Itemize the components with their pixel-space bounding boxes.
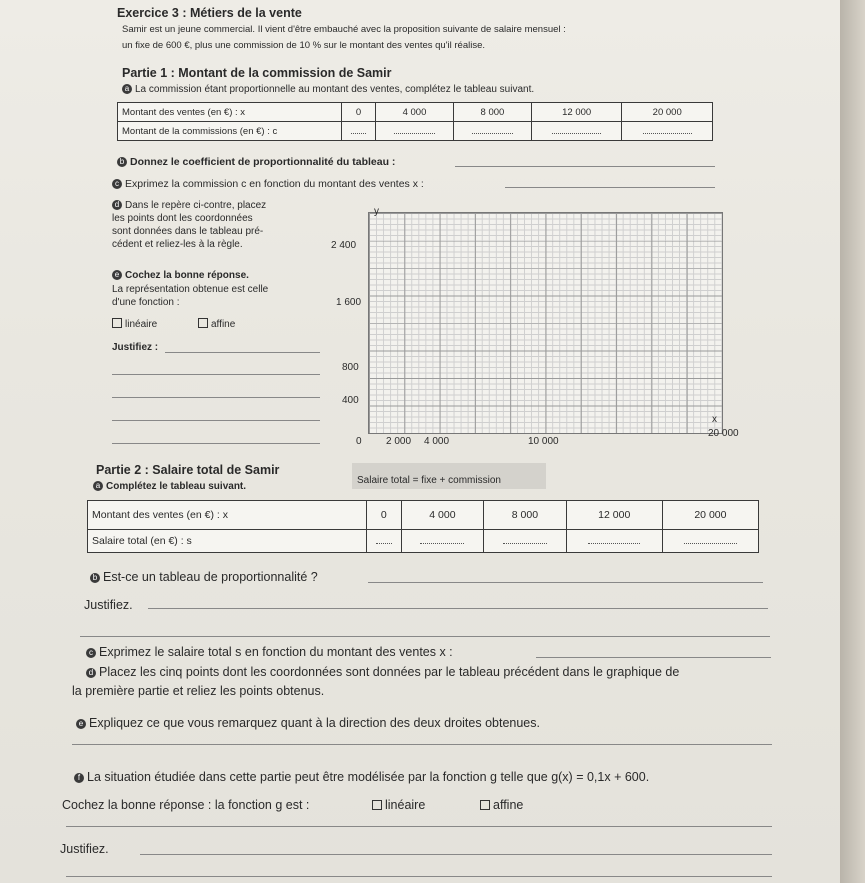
row1-header: Montant des ventes (en €) : x xyxy=(88,501,367,530)
part1-question-a xyxy=(122,84,534,95)
part1-question-d-line4: cédent et reliez-les à la règle. xyxy=(112,239,243,250)
part1-justify-label: Justifiez : xyxy=(112,342,159,353)
answer-line[interactable] xyxy=(80,636,770,637)
answer-cell[interactable] xyxy=(342,122,376,141)
table-row xyxy=(118,103,713,122)
checkbox-icon[interactable] xyxy=(372,800,382,810)
table-row xyxy=(88,530,759,553)
formula-text: Salaire total = fixe + commission xyxy=(357,475,501,486)
y-tick-label: 2 400 xyxy=(331,240,357,251)
answer-cell[interactable] xyxy=(622,122,713,141)
answer-cell[interactable] xyxy=(401,530,483,553)
table-row xyxy=(88,501,759,530)
part2-question-a xyxy=(93,481,246,492)
label-e-badge: e xyxy=(76,719,86,729)
part2-title: Partie 2 : Salaire total de Samir xyxy=(96,463,280,477)
table-row xyxy=(118,122,713,141)
part2-question-e-text: Expliquez ce que vous remarquez quant à la direction des deux droites obtenues. xyxy=(89,716,540,730)
label-a-badge: a xyxy=(122,84,132,94)
option-affine[interactable] xyxy=(198,318,235,330)
table-cell: 20 000 xyxy=(662,501,758,530)
origin-tick-label: 0 xyxy=(356,436,362,447)
label-f-badge: f xyxy=(74,773,84,783)
label-b-badge: b xyxy=(90,573,100,583)
answer-cell[interactable] xyxy=(566,530,662,553)
part1-table xyxy=(117,102,713,141)
part2-question-b xyxy=(90,570,318,584)
part2-question-b-text: Est-ce un tableau de proportionnalité ? xyxy=(103,570,318,584)
answer-line[interactable] xyxy=(112,443,320,444)
x-tick-label: 20 000 xyxy=(708,428,739,439)
answer-cell[interactable] xyxy=(376,122,454,141)
row2-header: Salaire total (en €) : s xyxy=(88,530,367,553)
part1-question-d-text-1: Dans le repère ci-contre, placez xyxy=(125,200,267,211)
answer-line[interactable] xyxy=(112,397,320,398)
table-cell: 8 000 xyxy=(453,103,531,122)
label-d-badge: d xyxy=(86,668,96,678)
part2-question-f xyxy=(74,770,649,784)
part1-question-b xyxy=(117,156,395,168)
x-tick-label: 10 000 xyxy=(528,436,559,447)
answer-line[interactable] xyxy=(368,582,763,583)
y-tick-label: 400 xyxy=(342,395,359,406)
part1-question-e-line1: La représentation obtenue est celle xyxy=(112,284,269,295)
part2-question-d-text: Placez les cinq points dont les coordonnées sont données par le tableau précédent dans le graphique de xyxy=(99,665,680,679)
part1-question-e xyxy=(112,270,249,281)
answer-cell[interactable] xyxy=(367,530,402,553)
checkbox-icon[interactable] xyxy=(112,318,122,328)
page-edge-background xyxy=(840,0,865,883)
part1-question-d-line1 xyxy=(112,200,266,211)
answer-line[interactable] xyxy=(148,608,768,609)
label-c-badge: c xyxy=(86,648,96,658)
answer-line[interactable] xyxy=(112,374,320,375)
part2-question-c xyxy=(86,645,453,659)
intro-line-2: un fixe de 600 €, plus une commission de 10 % sur le montant des ventes qu'il réalise. xyxy=(122,40,486,51)
part1-question-c xyxy=(112,178,424,190)
exercise-title: Exercice 3 : Métiers de la vente xyxy=(117,6,302,20)
part2-question-d-line1 xyxy=(86,665,679,679)
part1-question-c-text: Exprimez la commission c en fonction du montant des ventes x : xyxy=(125,178,424,190)
y-tick-label: 800 xyxy=(342,362,359,373)
answer-cell[interactable] xyxy=(531,122,622,141)
option-linear-label: linéaire xyxy=(125,319,158,330)
y-tick-label: 1 600 xyxy=(336,297,362,308)
part1-title: Partie 1 : Montant de la commission de Samir xyxy=(122,66,392,80)
intro-line-1: Samir est un jeune commercial. Il vient d'être embauché avec la proposition suivante de salaire mensuel : xyxy=(122,24,566,35)
table-cell: 4 000 xyxy=(401,501,483,530)
option-linear-2[interactable] xyxy=(372,798,425,812)
answer-line[interactable] xyxy=(455,166,715,167)
part2-question-a-text: Complétez le tableau suivant. xyxy=(106,481,247,492)
answer-line[interactable] xyxy=(140,854,772,855)
answer-line[interactable] xyxy=(165,352,320,353)
part2-question-f-text: La situation étudiée dans cette partie peut être modélisée par la fonction g telle que g(x) = 0,1x + 600. xyxy=(87,770,650,784)
y-axis-label: y xyxy=(374,206,379,217)
table-cell: 0 xyxy=(367,501,402,530)
checkbox-icon[interactable] xyxy=(480,800,490,810)
option-linear[interactable] xyxy=(112,318,157,330)
label-a-badge: a xyxy=(93,481,103,491)
answer-line[interactable] xyxy=(66,876,772,877)
part2-justify-label: Justifiez. xyxy=(84,598,133,612)
part1-question-e-line2: d'une fonction : xyxy=(112,297,180,308)
table-cell: 4 000 xyxy=(376,103,454,122)
answer-line[interactable] xyxy=(536,657,771,658)
x-tick-label: 4 000 xyxy=(424,436,450,447)
table-cell: 8 000 xyxy=(484,501,566,530)
row1-header: Montant des ventes (en €) : x xyxy=(118,103,342,122)
part1-question-e-title: Cochez la bonne réponse. xyxy=(125,270,249,281)
part2-table xyxy=(87,500,759,553)
part1-question-a-text: La commission étant proportionnelle au montant des ventes, complétez le tableau suivant. xyxy=(135,84,535,95)
part2-question-d-line2: la première partie et reliez les points obtenus. xyxy=(72,684,325,698)
part2-question-f2: Cochez la bonne réponse : la fonction g est : xyxy=(62,798,310,812)
answer-cell[interactable] xyxy=(484,530,566,553)
table-cell: 20 000 xyxy=(622,103,713,122)
part2-question-e xyxy=(76,716,540,730)
table-cell: 12 000 xyxy=(531,103,622,122)
x-tick-label: 2 000 xyxy=(386,436,412,447)
label-b-badge: b xyxy=(117,157,127,167)
graph-grid[interactable] xyxy=(368,212,723,434)
answer-cell[interactable] xyxy=(662,530,758,553)
answer-line[interactable] xyxy=(505,187,715,188)
answer-cell[interactable] xyxy=(453,122,531,141)
x-axis-label: x xyxy=(712,414,717,425)
part2-justify2-label: Justifiez. xyxy=(60,842,109,856)
option-linear-2-label: linéaire xyxy=(385,798,426,812)
option-affine-2-label: affine xyxy=(493,798,524,812)
option-affine-2[interactable] xyxy=(480,798,523,812)
answer-line[interactable] xyxy=(66,826,772,827)
answer-line[interactable] xyxy=(72,744,772,745)
row2-header: Montant de la commissions (en €) : c xyxy=(118,122,342,141)
part1-question-b-text: Donnez le coefficient de proportionnalité du tableau : xyxy=(130,156,396,168)
label-c-badge: c xyxy=(112,179,122,189)
table-cell: 0 xyxy=(342,103,376,122)
label-d-badge: d xyxy=(112,200,122,210)
checkbox-icon[interactable] xyxy=(198,318,208,328)
option-affine-label: affine xyxy=(211,319,236,330)
label-e-badge: e xyxy=(112,270,122,280)
part2-question-c-text: Exprimez le salaire total s en fonction du montant des ventes x : xyxy=(99,645,453,659)
answer-line[interactable] xyxy=(112,420,320,421)
part1-question-d-line2: les points dont les coordonnées xyxy=(112,213,253,224)
part1-question-d-line3: sont données dans le tableau pré- xyxy=(112,226,264,237)
table-cell: 12 000 xyxy=(566,501,662,530)
